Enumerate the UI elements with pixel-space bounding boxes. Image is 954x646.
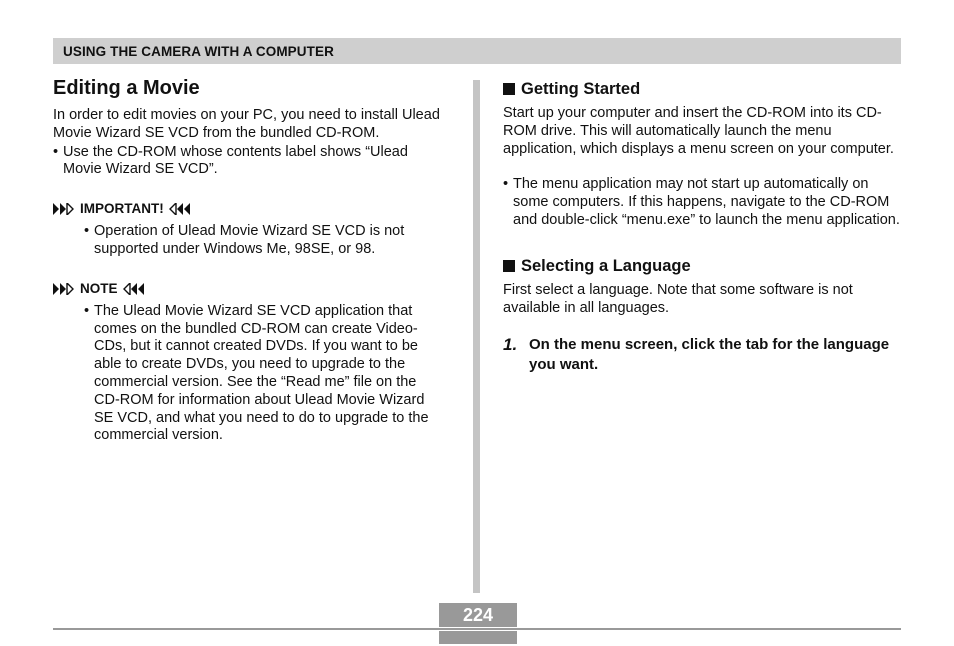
section-header-bar [53, 38, 901, 64]
right-column [503, 77, 903, 375]
bullet-marker: • [503, 176, 509, 193]
important-bullet [84, 223, 424, 259]
bullet-text-line2: Movie Wizard SE VCD”. [63, 161, 218, 178]
bullet-item-cdrom [53, 144, 453, 180]
page-title: Editing a Movie [53, 77, 200, 99]
important-heading [53, 201, 453, 217]
note-label: NOTE [80, 280, 118, 296]
intro-paragraph: In order to edit movies on your PC, you need to install Ulead Movie Wizard SE VCD from the bundled CD-ROM. [53, 107, 440, 141]
section-header-title: USING THE CAMERA WITH A COMPUTER [63, 43, 334, 59]
important-label: IMPORTANT! [80, 201, 164, 217]
step-text: On the menu screen, click the tab for the language you want. [529, 336, 890, 374]
note-bullet [84, 303, 446, 445]
footer-rule [53, 628, 901, 630]
note-heading [53, 281, 453, 297]
important-text: Operation of Ulead Movie Wizard SE VCD is not supported under Windows Me, 98SE, or 98. [94, 223, 405, 257]
square-bullet-icon [503, 260, 515, 272]
right-arrows-icon [53, 283, 75, 295]
bullet-marker: • [84, 302, 90, 319]
right-arrows-icon [53, 203, 75, 215]
page-number [439, 603, 517, 627]
section-heading-getting-started [503, 79, 903, 99]
page-number-tab [439, 631, 517, 644]
getting-started-bullet-text: The menu application may not start up automatically on some computers. If this happens, navigate to the CD-ROM and double-click “menu.exe” to launch the menu application. [513, 176, 900, 228]
step-1 [503, 335, 903, 375]
getting-started-bullet [503, 176, 903, 229]
bullet-marker: • [84, 223, 90, 240]
left-arrows-icon [169, 203, 191, 215]
bullet-text-line1: Use the CD-ROM whose contents label shows “Ulead [63, 143, 408, 160]
section-title: Getting Started [521, 80, 641, 98]
selecting-language-paragraph: First select a language. Note that some software is not available in all languages. [503, 281, 853, 316]
getting-started-paragraph: Start up your computer and insert the CD-ROM into its CD-ROM drive. This will automatically launch the menu application, which displays a menu screen on your computer. [503, 105, 894, 157]
left-arrows-icon [123, 283, 145, 295]
note-text: The Ulead Movie Wizard SE VCD application that comes on the bundled CD-ROM can create Video-CDs, but it cannot created DVDs. If you want to be able to create DVDs, you need to upgrade to the commercial version. See the “Read me” file on the CD-ROM for information about Ulead Movie Wizard SE VCD, and what you need to do to upgrade to the commercial version. [94, 302, 429, 444]
column-divider [473, 80, 480, 593]
left-column [53, 77, 453, 445]
bullet-marker: • [53, 143, 59, 160]
square-bullet-icon [503, 83, 515, 95]
step-number: 1. [503, 335, 518, 355]
page-number-text: 224 [462, 604, 494, 625]
section-heading-selecting-language [503, 256, 903, 276]
section-title: Selecting a Language [521, 256, 691, 275]
